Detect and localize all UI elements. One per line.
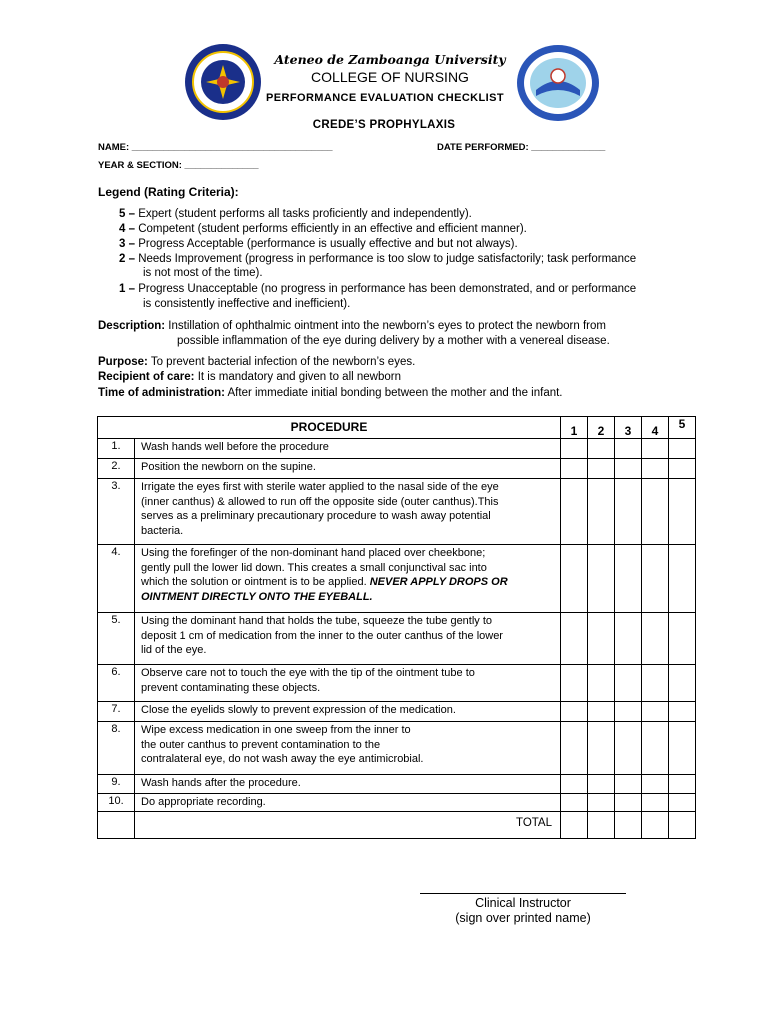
description-label: Description: — [98, 320, 166, 332]
rating-cell[interactable] — [561, 439, 588, 459]
rating-cell[interactable] — [561, 665, 588, 702]
rating-cell[interactable] — [669, 722, 696, 775]
recipient-label: Recipient of care: — [98, 371, 195, 383]
rating-cell[interactable] — [615, 545, 642, 613]
rating-cell[interactable] — [669, 775, 696, 794]
rating-cell[interactable] — [561, 459, 588, 479]
rating-cell[interactable] — [561, 479, 588, 545]
legend-score: 5 – — [119, 208, 135, 220]
legend-text: Expert (student performs all tasks proficiently and independently). — [138, 208, 472, 220]
step-description: Do appropriate recording. — [135, 793, 561, 812]
table-row — [98, 722, 696, 775]
table-row — [98, 545, 696, 613]
step-number: 4. — [98, 545, 135, 613]
rating-cell[interactable] — [588, 439, 615, 459]
purpose-text: To prevent bacterial infection of the newborn’s eyes. — [150, 356, 416, 368]
table-header-row — [98, 417, 696, 439]
total-cell[interactable] — [588, 812, 615, 839]
legend-text: Progress Unacceptable (no progress in performance has been demonstrated, and or performance — [138, 283, 637, 295]
legend-text: Competent (student performs efficiently in an effective and efficient manner). — [138, 223, 527, 235]
legend-item-2 — [119, 252, 636, 266]
rating-cell[interactable] — [561, 613, 588, 665]
total-row — [98, 812, 696, 839]
rating-cell[interactable] — [615, 479, 642, 545]
step-number: 2. — [98, 459, 135, 479]
legend-heading: Legend (Rating Criteria): — [98, 185, 239, 199]
legend-text: Progress Acceptable (performance is usually effective and but not always). — [138, 238, 518, 250]
signature-line — [420, 893, 626, 894]
rating-cell[interactable] — [588, 722, 615, 775]
step-description: Using the forefinger of the non-dominant hand placed over cheekbone; gently pull the lower lid down. This creates a small conjunctival sac into which the solution or ointment is to be applied. NEVER APPLY DROPS OR OINTMENT DIRECTLY ONTO THE EYEBALL. — [135, 545, 561, 613]
rating-cell[interactable] — [669, 793, 696, 812]
rating-cell[interactable] — [588, 459, 615, 479]
step-description: Using the dominant hand that holds the tube, squeeze the tube gently to deposit 1 cm of medication from the inner to the outer canthus of the lower lid of the eye. — [135, 613, 561, 665]
step-description: Wash hands after the procedure. — [135, 775, 561, 794]
total-cell[interactable] — [669, 812, 696, 839]
rating-cell[interactable] — [642, 722, 669, 775]
rating-cell[interactable] — [669, 479, 696, 545]
page-title: CREDE’S PROPHYLAXIS — [312, 119, 456, 131]
table-row — [98, 613, 696, 665]
legend-item-5 — [119, 207, 472, 221]
rating-cell[interactable] — [642, 439, 669, 459]
step-description: Position the newborn on the supine. — [135, 459, 561, 479]
rating-cell[interactable] — [615, 459, 642, 479]
total-spacer — [98, 812, 135, 839]
step-description: Irrigate the eyes first with sterile water applied to the nasal side of the eye (inner canthus) & allowed to run off the opposite side (outer canthus).This serves as a preliminary precautionary procedure to wash away potential bacteria. — [135, 479, 561, 545]
description-text-continued: possible inflammation of the eye during delivery by a mother with a venereal disease. — [177, 335, 610, 347]
table-row — [98, 479, 696, 545]
rating-cell[interactable] — [669, 665, 696, 702]
rating-cell[interactable] — [642, 545, 669, 613]
legend-score: 4 – — [119, 223, 135, 235]
rating-cell[interactable] — [642, 479, 669, 545]
rating-cell[interactable] — [588, 545, 615, 613]
legend-item-1 — [119, 282, 636, 296]
table-row — [98, 702, 696, 722]
rating-cell[interactable] — [642, 665, 669, 702]
rating-cell[interactable] — [561, 793, 588, 812]
rating-header-3: 3 — [615, 417, 642, 439]
step-description: Wash hands well before the procedure — [135, 439, 561, 459]
rating-cell[interactable] — [615, 439, 642, 459]
total-cell[interactable] — [642, 812, 669, 839]
recipient-text: It is mandatory and given to all newborn — [197, 371, 401, 383]
rating-cell[interactable] — [642, 613, 669, 665]
rating-cell[interactable] — [588, 702, 615, 722]
legend-score: 1 – — [119, 283, 135, 295]
time-of-administration — [98, 386, 563, 401]
total-cell[interactable] — [615, 812, 642, 839]
college-of-nursing-seal-logo — [516, 44, 600, 122]
name-field: NAME: ______________________________________ — [98, 142, 333, 153]
table-row — [98, 775, 696, 794]
legend-text: Needs Improvement (progress in performance is too slow to judge satisfactorily; task performance — [138, 253, 637, 265]
legend-text-continued: is not most of the time). — [143, 267, 263, 279]
table-row — [98, 439, 696, 459]
rating-header-2: 2 — [588, 417, 615, 439]
rating-cell[interactable] — [588, 613, 615, 665]
step-number: 8. — [98, 722, 135, 775]
step-description: Observe care not to touch the eye with the tip of the ointment tube to prevent contaminating these objects. — [135, 665, 561, 702]
description — [98, 319, 606, 334]
rating-cell[interactable] — [588, 479, 615, 545]
sign-over-printed-name-label: (sign over printed name) — [455, 911, 591, 925]
rating-cell[interactable] — [669, 459, 696, 479]
step-number: 1. — [98, 439, 135, 459]
rating-header-5: 5 — [669, 417, 696, 439]
purpose-label: Purpose: — [98, 356, 148, 368]
time-text: After immediate initial bonding between the mother and the infant. — [227, 387, 563, 399]
rating-cell[interactable] — [615, 722, 642, 775]
rating-cell[interactable] — [669, 545, 696, 613]
recipient-of-care — [98, 370, 401, 385]
rating-cell[interactable] — [588, 775, 615, 794]
step-description: Wipe excess medication in one sweep from the inner to the outer canthus to prevent contamination to the contralateral eye, do not wash away the eye antimicrobial. — [135, 722, 561, 775]
rating-cell[interactable] — [561, 545, 588, 613]
legend-score: 3 – — [119, 238, 135, 250]
rating-cell[interactable] — [615, 613, 642, 665]
rating-cell[interactable] — [669, 613, 696, 665]
year-section-field: YEAR & SECTION: ______________ — [98, 160, 259, 171]
rating-cell[interactable] — [561, 722, 588, 775]
warning-text: NEVER APPLY DROPS OR — [369, 576, 508, 588]
rating-header-4: 4 — [642, 417, 669, 439]
rating-header-1: 1 — [561, 417, 588, 439]
step-number: 9. — [98, 775, 135, 794]
rating-cell[interactable] — [615, 775, 642, 794]
step-number: 10. — [98, 793, 135, 812]
step-description: Close the eyelids slowly to prevent expression of the medication. — [135, 702, 561, 722]
rating-cell[interactable] — [642, 459, 669, 479]
rating-cell[interactable] — [615, 793, 642, 812]
rating-cell[interactable] — [669, 439, 696, 459]
time-label: Time of administration: — [98, 387, 225, 399]
legend-score: 2 – — [119, 253, 135, 265]
step-number: 7. — [98, 702, 135, 722]
step-number: 5. — [98, 613, 135, 665]
table-row — [98, 793, 696, 812]
legend-item-4 — [119, 222, 527, 236]
university-name: Ateneo de Zamboanga University — [274, 52, 506, 67]
table-row — [98, 459, 696, 479]
legend-item-3 — [119, 237, 518, 251]
description-text: Instillation of ophthalmic ointment into the newborn’s eyes to protect the newborn from — [168, 320, 606, 332]
university-seal-logo — [184, 43, 262, 121]
rating-cell[interactable] — [615, 665, 642, 702]
table-row — [98, 665, 696, 702]
step-number: 3. — [98, 479, 135, 545]
rating-cell[interactable] — [642, 702, 669, 722]
checklist-title: PERFORMANCE EVALUATION CHECKLIST — [266, 92, 504, 104]
clinical-instructor-label: Clinical Instructor — [475, 896, 571, 910]
warning-text: OINTMENT DIRECTLY ONTO THE EYEBALL. — [141, 590, 373, 603]
rating-cell[interactable] — [588, 665, 615, 702]
rating-cell[interactable] — [669, 702, 696, 722]
rating-cell[interactable] — [561, 775, 588, 794]
purpose — [98, 355, 415, 370]
rating-cell[interactable] — [642, 793, 669, 812]
rating-cell[interactable] — [642, 775, 669, 794]
date-performed-field: DATE PERFORMED: ______________ — [437, 142, 606, 153]
rating-cell[interactable] — [561, 702, 588, 722]
procedure-table — [97, 416, 696, 839]
total-label: TOTAL — [135, 812, 561, 839]
college-name: COLLEGE OF NURSING — [311, 69, 469, 85]
rating-cell[interactable] — [588, 793, 615, 812]
rating-cell[interactable] — [615, 702, 642, 722]
step-number: 6. — [98, 665, 135, 702]
procedure-header: PROCEDURE — [98, 417, 561, 439]
legend-text-continued: is consistently ineffective and inefficient). — [143, 298, 351, 310]
total-cell[interactable] — [561, 812, 588, 839]
